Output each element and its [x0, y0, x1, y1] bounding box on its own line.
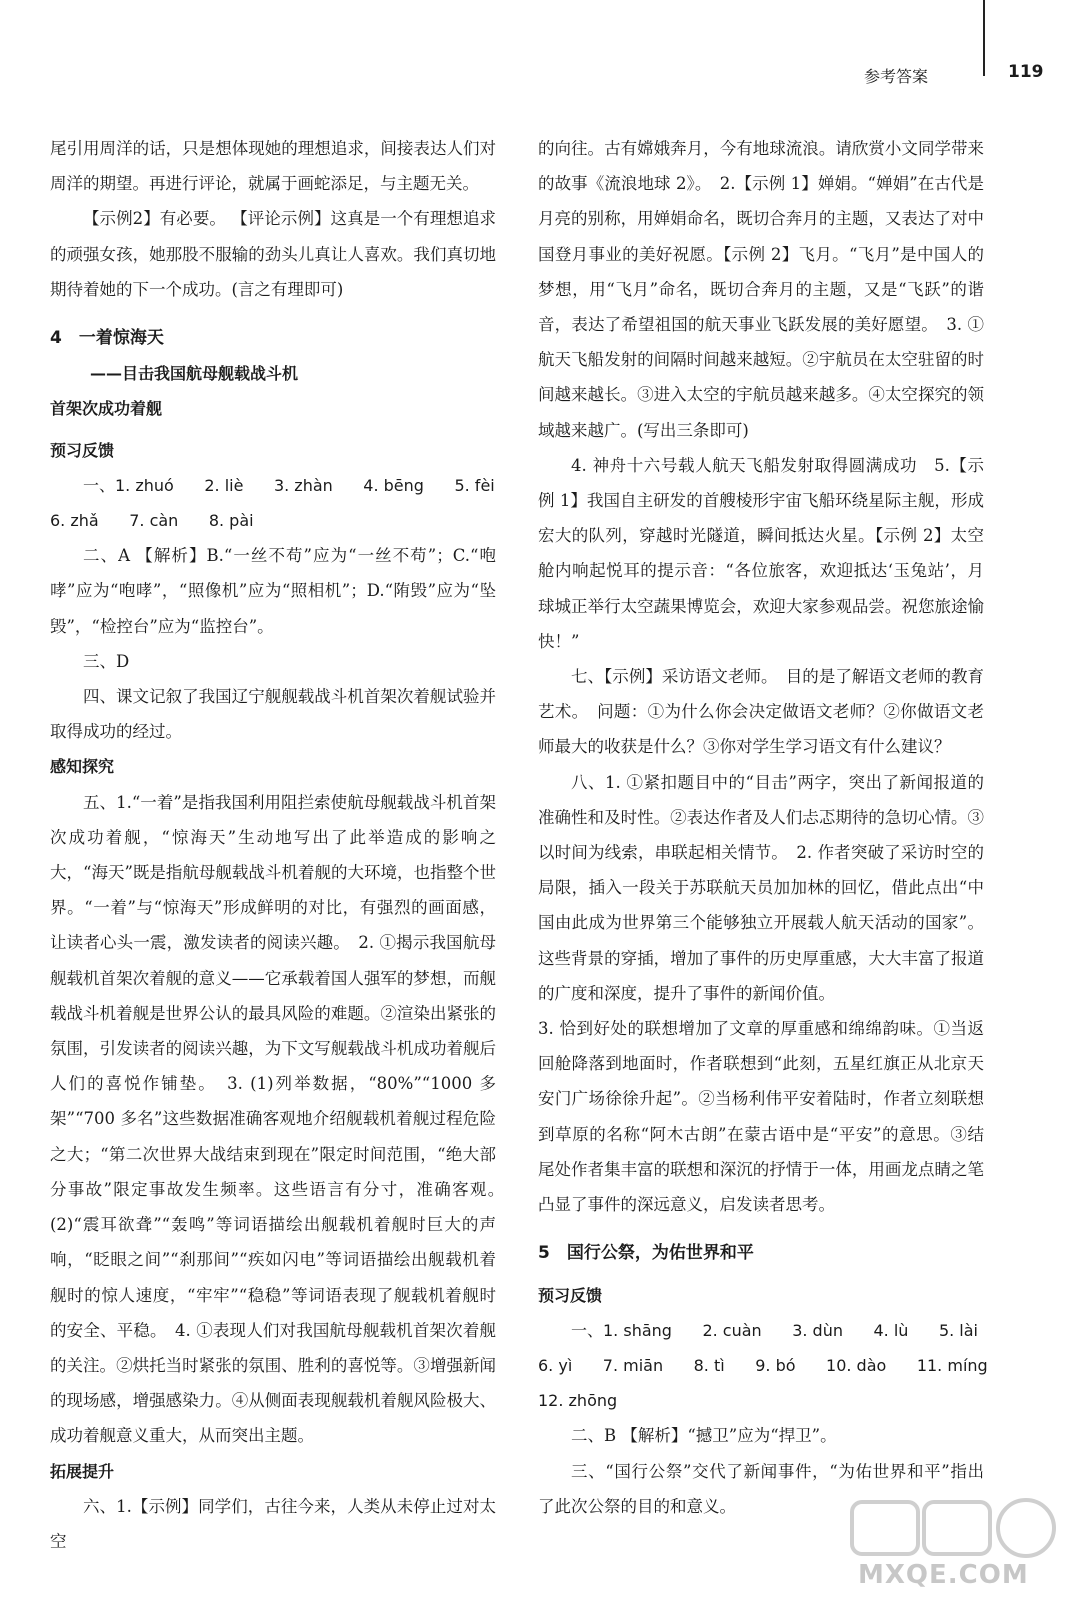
section-heading: 拓展提升: [50, 1461, 115, 1481]
section-heading: 预习反馈: [538, 1285, 603, 1305]
paragraph: 二、A 【解析】B.“一丝不苟”应为“一丝不苟”；C.“咆哮”应为“咆哮”，“照像机”应为“照相机”；D.“陏毁”应为“坠毁”，“检控台”应为“监控台”。: [50, 546, 496, 636]
paragraph: 【示例2】有必要。 【评论示例】这真是一个有理想追求的顽强女孩，她那股不服输的劲头儿真让人喜欢。我们真切地期待着她的下一个成功。(言之有理即可): [50, 209, 496, 299]
paragraph: 二、B 【解析】“撼卫”应为“捍卫”。: [571, 1426, 837, 1446]
page-number: 119: [1008, 62, 1044, 82]
lesson-title: 4 一着惊海天: [50, 328, 164, 349]
paragraph: 五、1.“一着”是指我国利用阻拦索使航母舰载战斗机首架次成功着舰，“惊海天”生动地写出了此举造成的影响之大，“海天”既是指航母舰载战斗机着舰的大环境，也指整个世界。“一着”与“惊海天”形成鲜明的对比，有强烈的画面感，让读者心头一震，激发读者的阅读兴趣。 2. ①揭示我国航母舰载机首架次着舰的意义——它承载着国人强军的梦想，而舰载战斗机着舰是世界公认的最具风险的难题。②渲染出紧张的氛围，引发读者的阅读兴趣，为下文写舰载战斗机成功着舰后人们的喜悦作铺垫。 3. (1)列举数据，“80%”“1000 多架”“700 多名”这些数据准确客观地介绍舰载机着舰过程危险之大；“第二次世界大战结束到现在”限定时间范围，“绝大部分事故”限定事故发生频率。这些语言有分寸，准确客观。 (2)“震耳欲聋”“轰鸣”等词语描绘出舰载机着舰时巨大的声响，“眨眼之间”“刹那间”“疾如闪电”等词语描绘出舰载机着舰时的惊人速度，“牢牢”“稳稳”等词语表现了舰载机着舰时的安全、平稳。 4. ①表现人们对我国航母舰载机首架次着舰的关注。②烘托当时紧张的氛围、胜利的喜悦等。③增强新闻的现场感，增强感染力。④从侧面表现舰载机着舰风险极大、成功着舰意义重大，从而突出主题。: [50, 792, 513, 1446]
lesson-subtitle: 首架次成功着舰: [50, 399, 163, 419]
paragraph: 四、课文记叙了我国辽宁舰舰载战斗机首架次着舰试验并取得成功的经过。: [50, 687, 496, 742]
paragraph: 4. 神舟十六号载人航天飞船发射取得圆满成功 5.【示例 1】我国自主研发的首艘棱形宇宙飞船环绕星际主舰，形成宏大的队列，穿越时光隧道，瞬间抵达火星。【示例 2】太空舱内响起悦耳的提示音：“各位旅客，欢迎抵达‘玉兔站’，月球城正举行太空蔬果博览会，欢迎大家参观品尝。祝您旅途愉快！”: [538, 455, 984, 651]
paragraph: 三、“国行公祭”交代了新闻事件，“为佑世界和平”指出了此次公祭的目的和意义。: [538, 1461, 984, 1516]
section-heading: 感知探究: [50, 757, 115, 777]
watermark-text: MXQE.COM: [858, 1560, 1029, 1590]
paragraph: 尾引用周洋的话，只是想体现她的理想追求，间接表达人们对周洋的期望。再进行评论，就属于画蛇添足，与主题无关。: [50, 139, 496, 194]
paragraph: 七、【示例】采访语文老师。 目的是了解语文老师的教育艺术。 问题：①为什么你会决定做语文老师？②你做语文老师最大的收获是什么？③你对学生学习语文有什么建议？: [538, 667, 984, 757]
paragraph: 的向往。古有嫦娥奔月，今有地球流浪。请欣赏小文同学带来的故事《流浪地球 2》。 2.【示例 1】婵娟。“婵娟”在古代是月亮的别称，用婵娟命名，既切合奔月的主题，又表达了对中国登月事业的美好祝愿。【示例 2】飞月。“飞月”是中国人的梦想，用“飞月”命名，既切合奔月的主题，又是“飞跃”的谐音，表达了希望祖国的航天事业飞跃发展的美好愿望。 3. ①航天飞船发射的间隔时间越来越短。②宇航员在太空驻留的时间越来越长。③进入太空的宇航员越来越多。④太空探究的领域越来越广。(写出三条即可): [538, 139, 984, 440]
lesson-subtitle: ——目击我国航母舰载战斗机: [90, 364, 299, 384]
pinyin-answers: 6. zhǎ 7. càn 8. pài: [50, 511, 254, 531]
pinyin-answers: 12. zhōng: [538, 1391, 618, 1411]
right-column: [538, 131, 988, 1524]
paragraph: 三、D: [83, 651, 130, 671]
paragraph: 八、1. ①紧扣题目中的“目击”两字，突出了新闻报道的准确性和及时性。②表达作者及人们忐忑期待的急切心情。③以时间为线索，串联起相关情节。 2. 作者突破了采访时空的局限，插入一段关于苏联航天员加加林的回忆，借此点出“中国由此成为世界第三个能够独立开展载人航天活动的国家”。这些背景的穿插，增加了事件的历史厚重感，大大丰富了报道的广度和深度，提升了事件的新闻价值。: [538, 772, 984, 1003]
pinyin-answers: 6. yì 7. miān 8. tì 9. bó 10. dào 11. míng: [538, 1355, 988, 1375]
section-heading: 预习反馈: [50, 440, 115, 460]
lesson-title: 5 国行公祭，为佑世界和平: [538, 1243, 754, 1264]
pinyin-answers: 一、1. shāng 2. cuàn 3. dùn 4. lù 5. lài: [571, 1320, 979, 1340]
pinyin-answers: 一、1. zhuó 2. liè 3. zhàn 4. bēng 5. fèi: [83, 475, 495, 495]
header-rule: [983, 0, 985, 76]
header-label: 参考答案: [864, 67, 929, 86]
paragraph: 3. 恰到好处的联想增加了文章的厚重感和绵绵韵味。①当返回舱降落到地面时，作者联想到“此刻，五星红旗正从北京天安门广场徐徐升起”。②当杨利伟平安着陆时，作者立刻联想到草原的名称“阿木古朗”在蒙古语中是“平安”的意思。③结尾处作者集丰富的联想和深沉的抒情于一体，用画龙点睛之笔凸显了事件的深远意义，启发读者思考。: [538, 1019, 984, 1215]
left-column: [50, 131, 513, 1559]
paragraph: 六、1.【示例】同学们，古往今来，人类从未停止过对太空: [50, 1496, 496, 1551]
